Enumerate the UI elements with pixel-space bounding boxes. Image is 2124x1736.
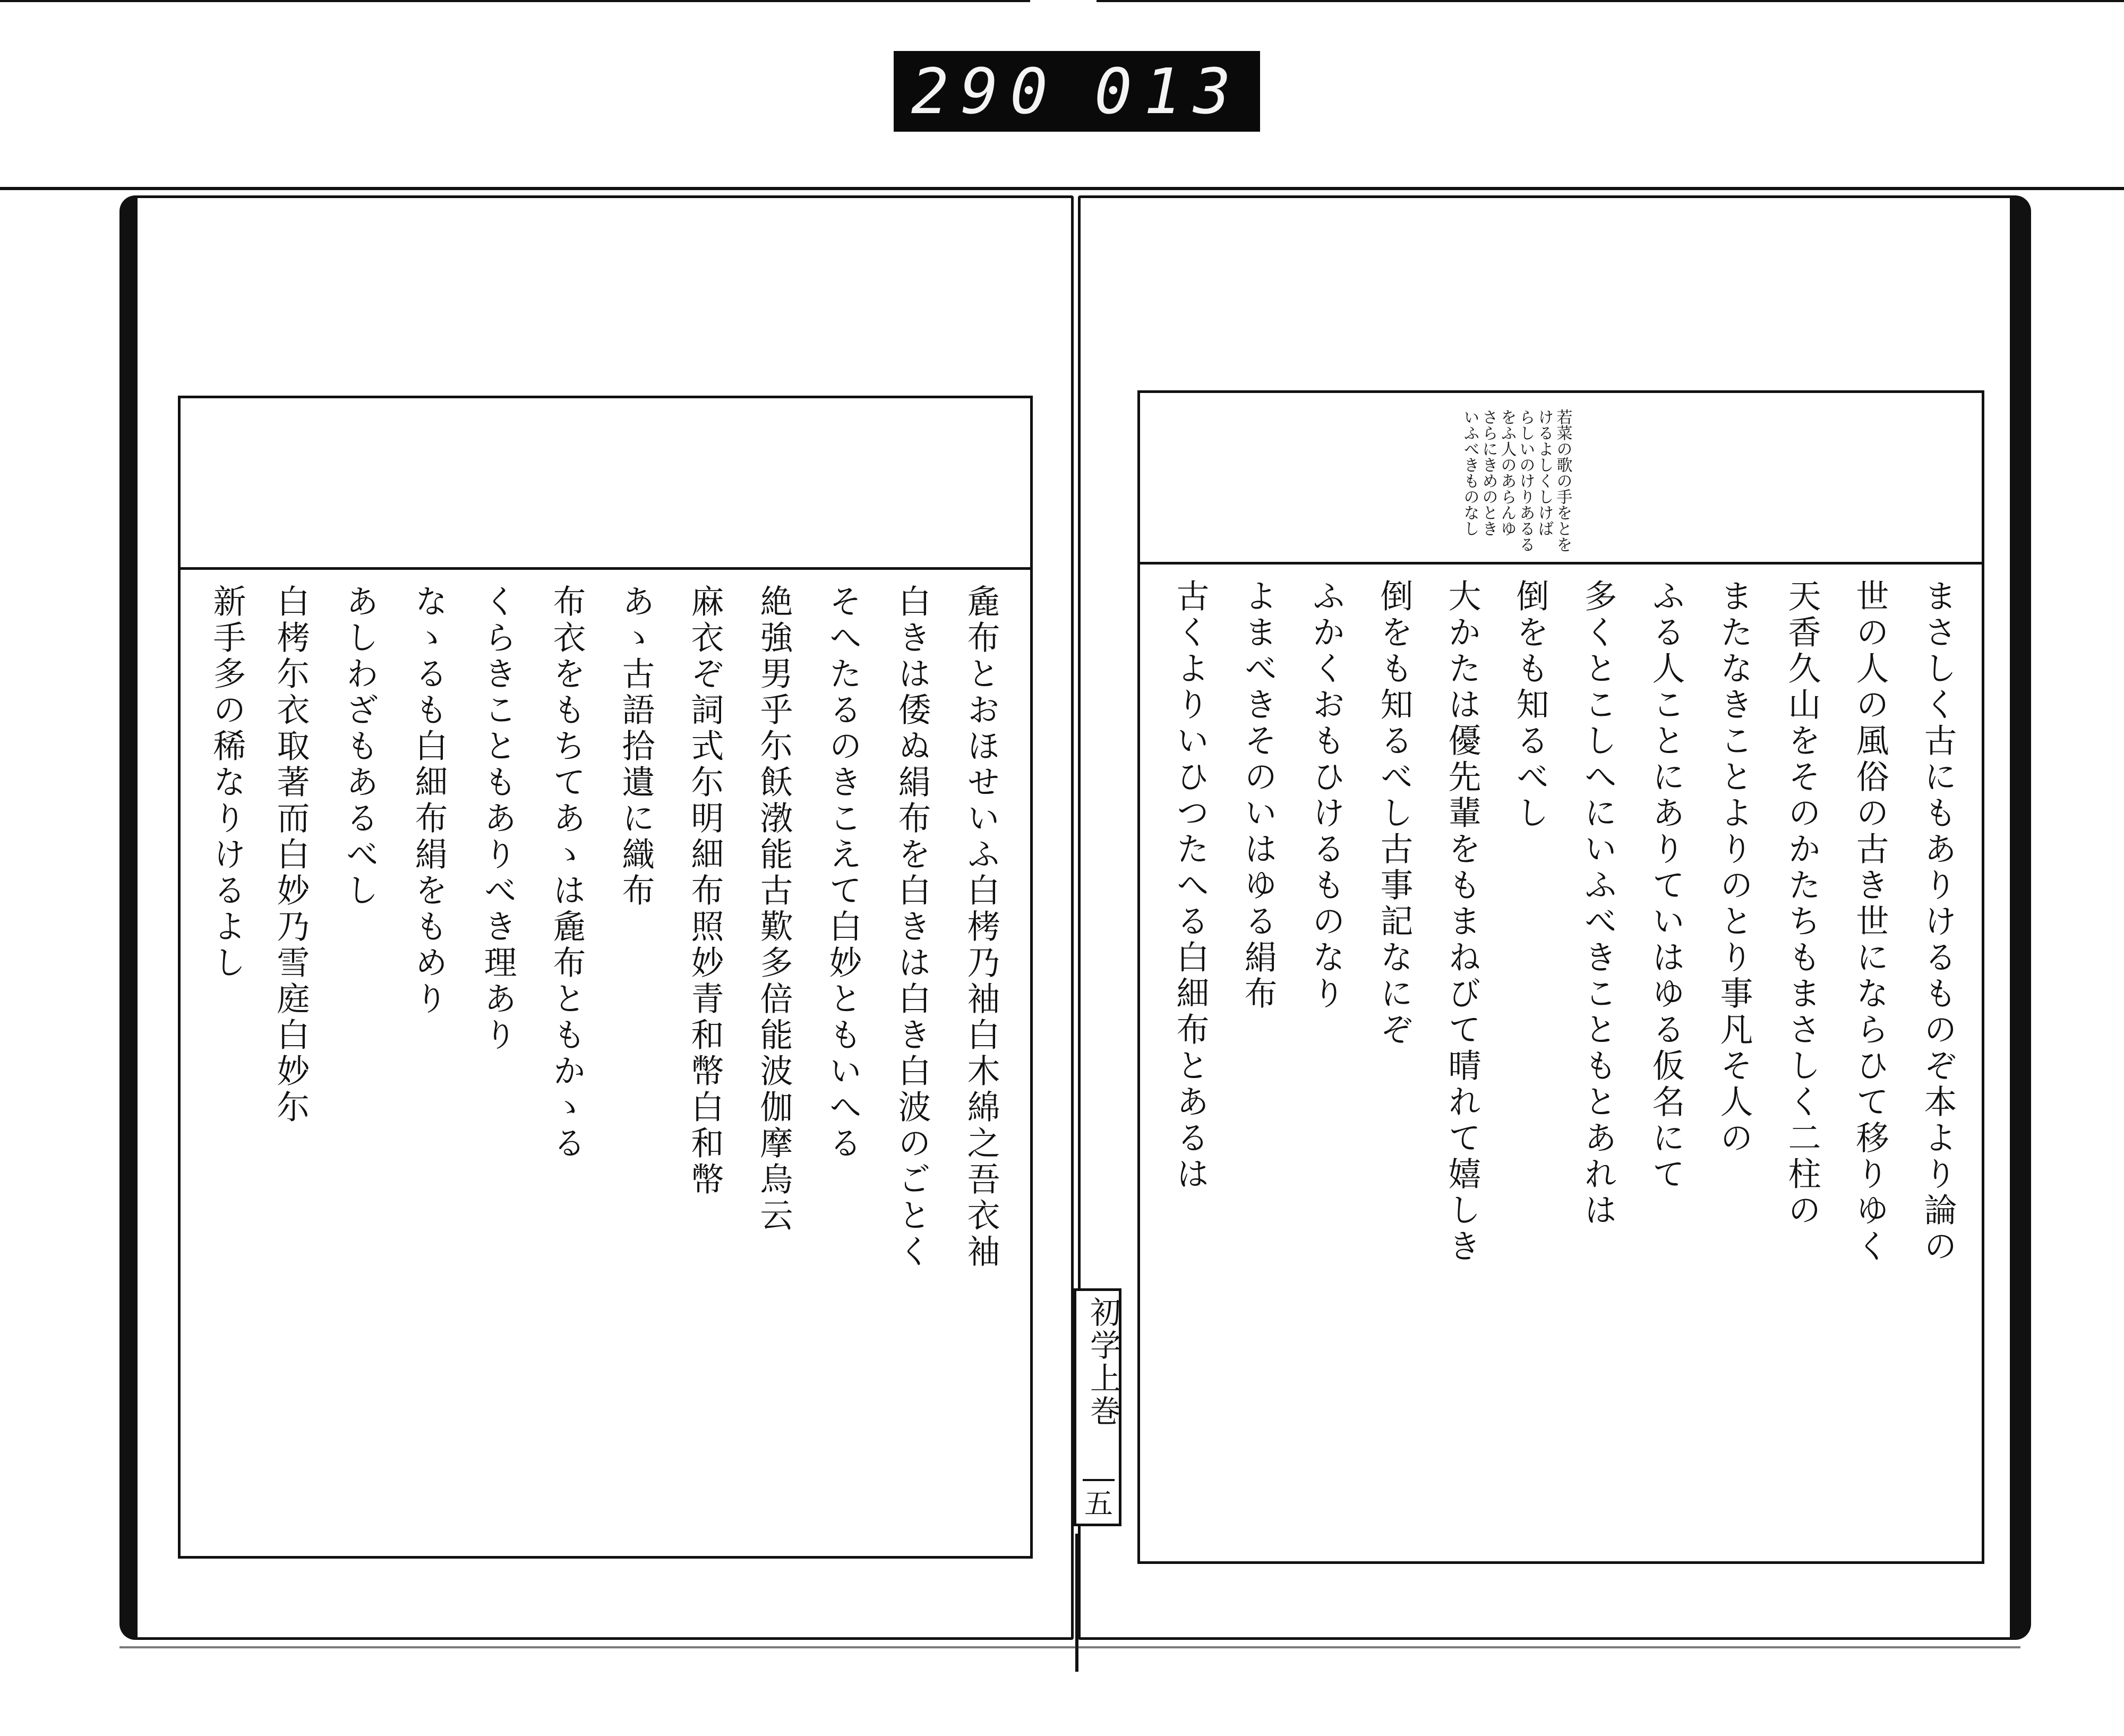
frame-counter [894,51,1260,132]
right-text-panel [1137,390,1984,1564]
right-page [1078,195,2031,1640]
text-column: またなきことよりのとり事凡そ人の [1715,579,1753,1157]
text-column: よまべきそのいはゆる絹布 [1239,579,1278,1012]
text-column: 麁布とおほせいふ白栲乃袖白木綿之吾衣袖 [962,584,1000,1270]
text-column: 倒をも知るべし [1511,579,1549,832]
text-column: 布衣をもちてあゝは麁布ともかゝる [547,584,586,1162]
head-note-column: いふべきものなし [1460,409,1479,536]
text-column: 絶強男乎尓飫㴾能古歎多倍能波伽摩烏云 [755,584,793,1234]
head-note-column: をふ人のあらんゆ [1497,409,1517,536]
text-column: 大かたは優先輩をもまねびて晴れて嬉しき [1443,579,1481,1265]
head-note-column: けるよしくしけば [1535,409,1554,536]
page-number: 五 [1083,1479,1115,1518]
book-title-label: 初学上巻 [1085,1296,1121,1428]
right-head-rule [1140,562,1982,565]
text-column: 天香久山をそのかたちもまさしく二柱の [1783,579,1821,1229]
text-column: 白栲尓衣取著而白妙乃雪庭白妙尓 [271,584,310,1126]
text-column: 白きは倭ぬ絹布を白きは白き白波のごとく [893,584,931,1270]
head-note-column: さらにきめのとき [1479,409,1498,536]
top-rule [0,0,2124,2]
frame-divider [0,187,2124,190]
counter-right-value: 013 [1094,55,1243,128]
left-text-panel [178,396,1033,1559]
head-note-column: らしいのけりあるる [1516,409,1535,552]
text-column: 倒をも知るべし古事記なにぞ [1375,579,1414,1048]
text-column: あゝ古語拾遺に織布 [616,584,655,909]
text-column: 世の人の風俗の古き世にならひて移りゆく [1851,579,1889,1265]
top-rule-segment [1097,0,2124,2]
text-column: くらきこともありべき理あり [478,584,517,1054]
text-column: 新手多の稀なりけるよし [208,584,246,981]
text-column: ふる人ことにありていはゆる仮名にて [1647,579,1685,1193]
left-head-rule [181,567,1030,570]
head-note-column: 若菜の歌の手をとを [1553,409,1572,552]
text-column: なゝるも白細布絹をもめり [409,584,448,1017]
text-column: ふかくおもひけるものなり [1307,579,1346,1012]
page-bottom-edge [119,1646,2020,1648]
text-column: あしわざもあるべし [340,584,379,909]
text-column: まさしく古にもありけるものぞ本より論の [1919,579,1957,1265]
text-column: 古くよりいひつたへる白細布とあるは [1171,579,1210,1193]
page-marker [1074,1288,1121,1526]
book-spine [1075,1534,1078,1672]
left-page [119,195,1074,1640]
counter-left-value: 290 [911,55,1060,128]
text-column: そへたるのきこえて白妙ともいへる [824,584,862,1162]
open-book [119,195,2031,1645]
text-column: 麻衣ぞ詞式尓明細布照妙青和幣白和幣 [686,584,724,1198]
text-column: 多くとこしへにいふべきこともとあれは [1579,579,1617,1229]
top-rule-segment [0,0,1030,2]
